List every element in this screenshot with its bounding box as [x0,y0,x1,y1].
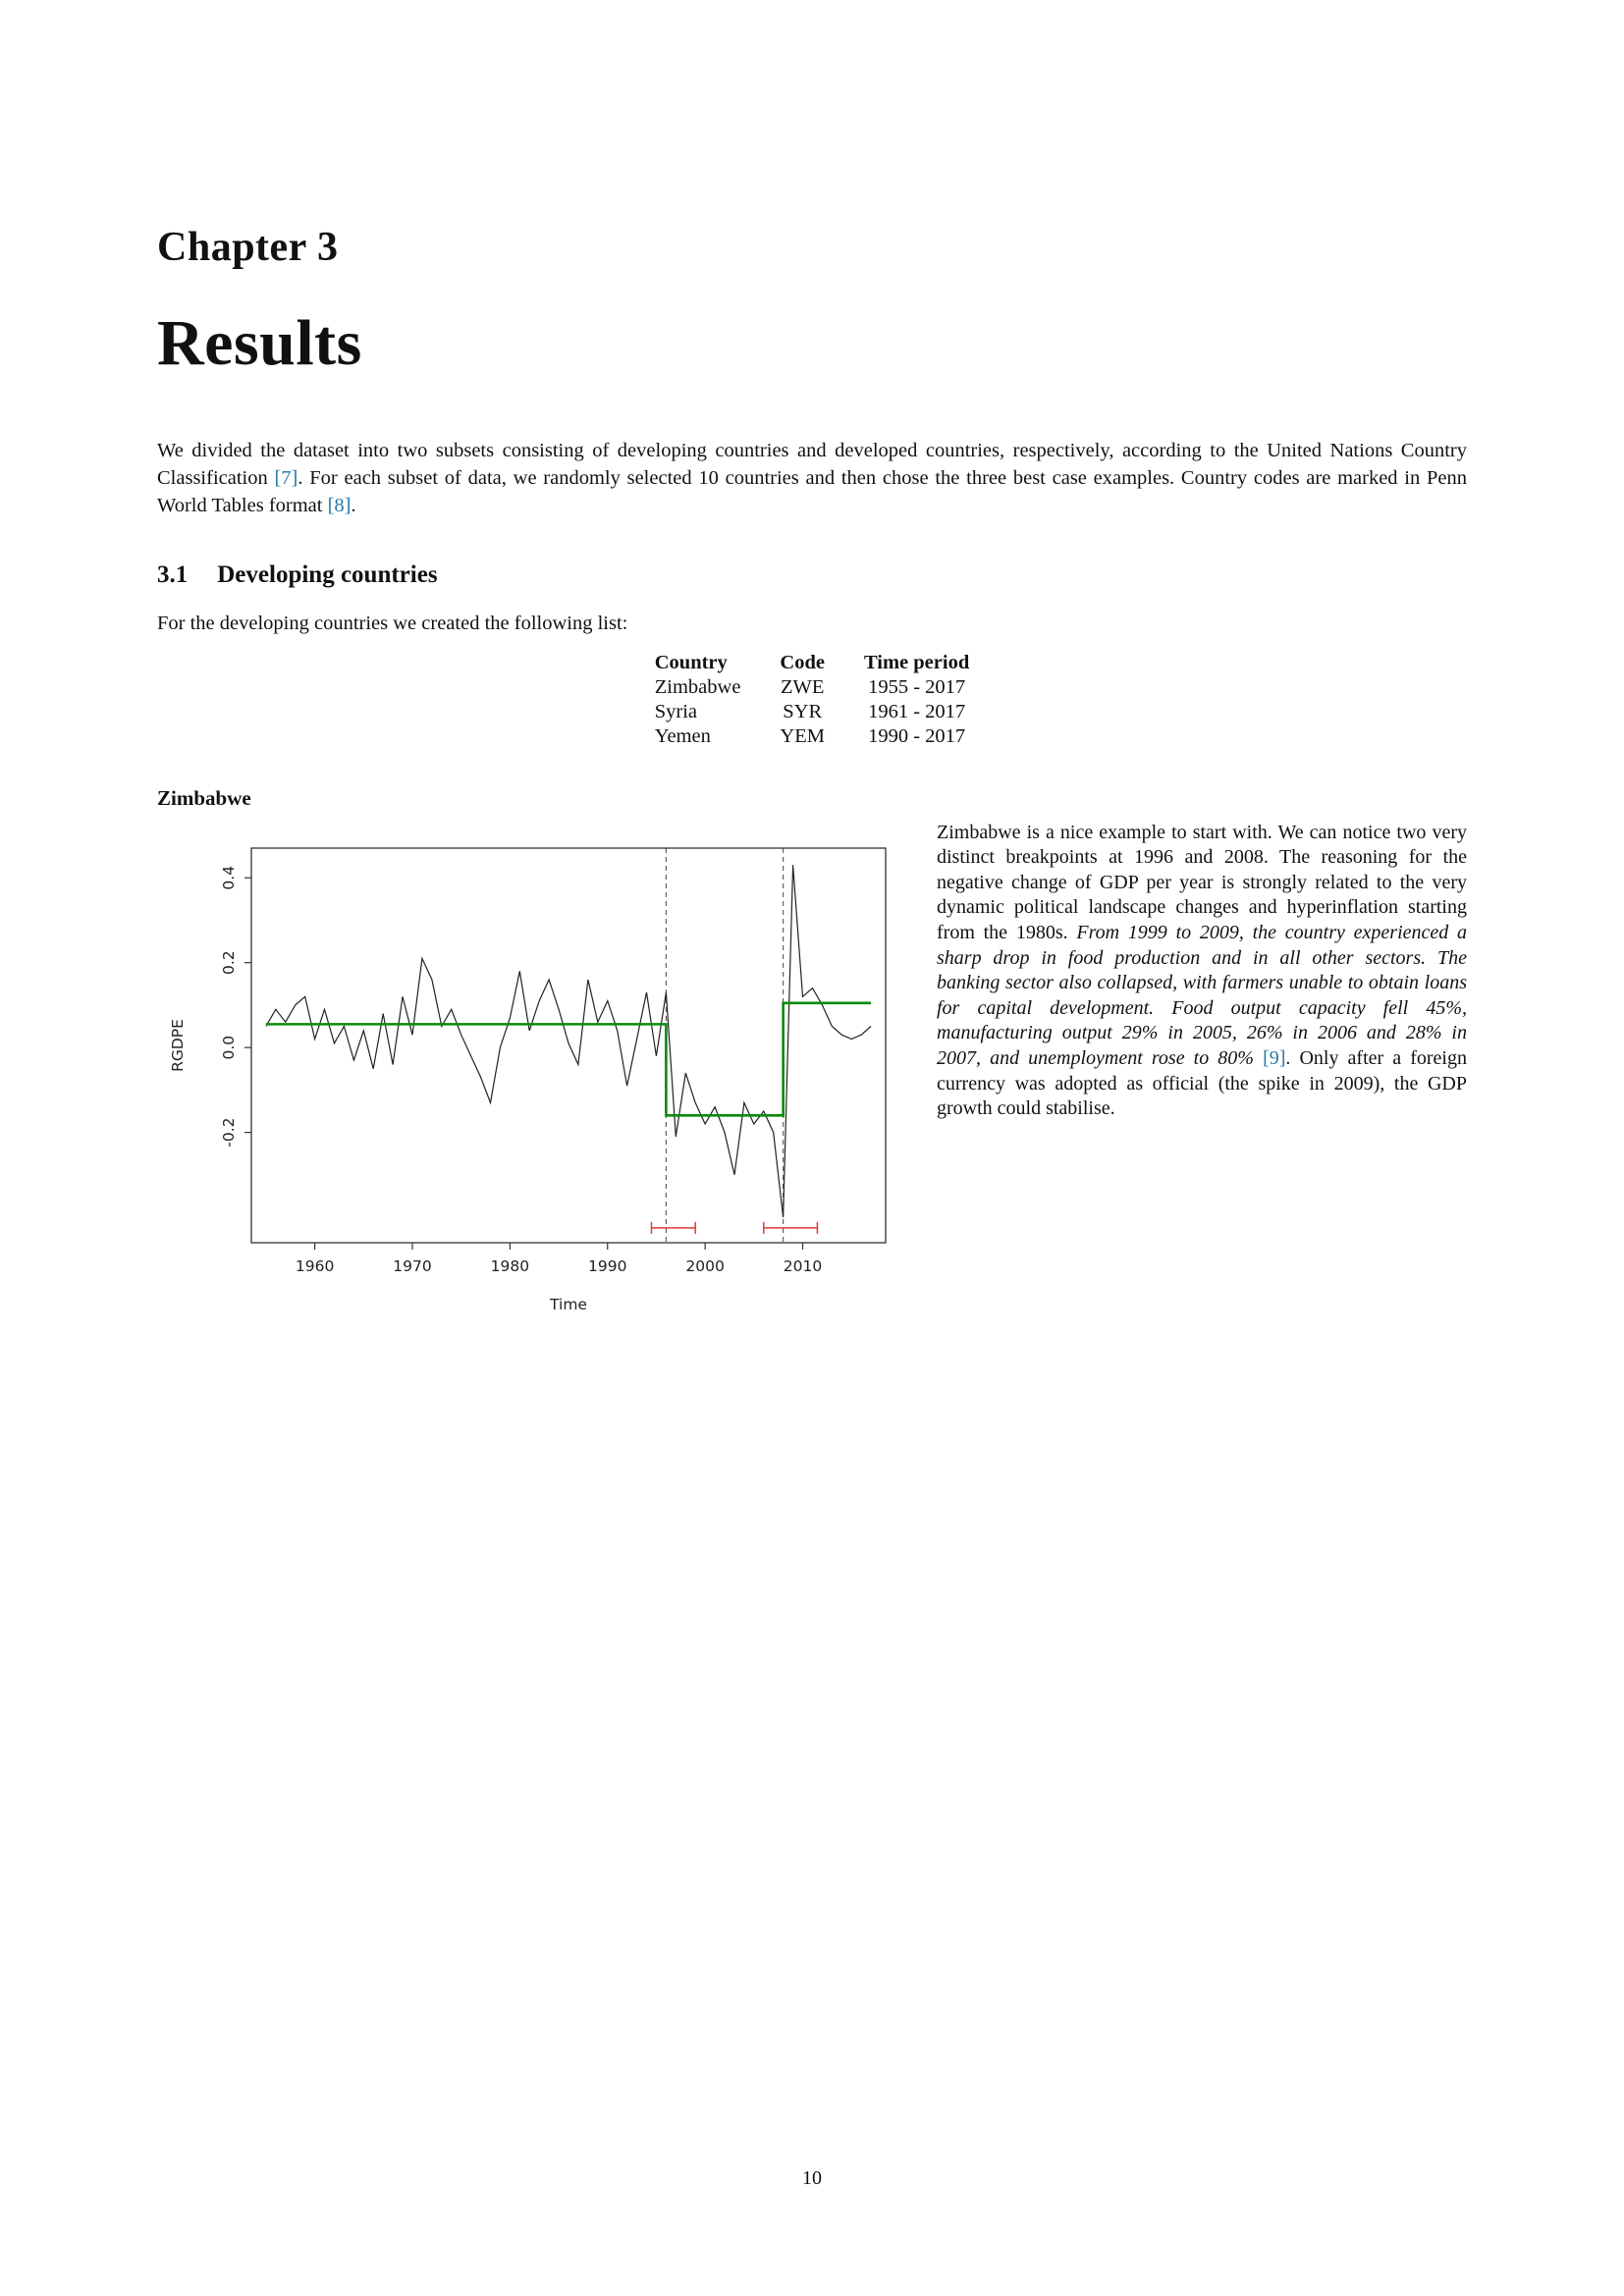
zimbabwe-italic-text: From 1999 to 2009, the country experienced a sharp drop in food production and in all other sectors. The banking sector also collapsed, with farmers unable to obtain loans for capital development. Food output capacity fell 45%, manufacturing output 29% in 2005, 26% in 2006 and 28% in 2007, and unemployment rose to 80% [937,922,1468,1069]
country-cell: Zimbabwe [654,675,741,698]
table-row [655,724,969,749]
zimbabwe-figure-row [157,821,1468,1336]
svg-text:-0.2: -0.2 [220,1117,238,1148]
zimbabwe-text-1: Zimbabwe is a nice example to start with. We can notice two very distinct breakpoints at 1996 and 2008. The reasoning for the negative change of GDP per year is strongly related to the very dynamic political landscape changes and hyperinflation starting from the 1980s. [937,821,1467,943]
zimbabwe-text-2: . Only after a foreign currency was adopted as official (the spike in 2009), the GDP growth could stabilise. [937,1046,1467,1120]
code-cell: YEM [780,724,825,747]
svg-text:1960: 1960 [295,1256,335,1275]
svg-text:1970: 1970 [393,1256,432,1275]
svg-text:0.4: 0.4 [220,865,238,890]
country-cell: Yemen [654,724,711,747]
zimbabwe-paragraph [937,821,1467,1122]
country-table-header-row [655,651,969,675]
svg-text:0.0: 0.0 [220,1035,238,1060]
country-table [655,651,969,749]
zimbabwe-plot-svg [157,834,899,1331]
period-cell: 1955 - 2017 [868,675,966,698]
period-cell: 1961 - 2017 [868,700,966,722]
table-row [655,700,969,724]
code-cell: SYR [783,700,823,722]
zimbabwe-heading: Zimbabwe [157,785,251,810]
citation-7-link[interactable]: [7] [274,466,298,489]
svg-text:1990: 1990 [588,1256,627,1275]
citation-9-link[interactable]: [9] [1263,1046,1286,1069]
citation-8-link[interactable]: [8] [327,494,352,516]
svg-text:1980: 1980 [490,1256,530,1275]
intro-text-1: We divided the dataset into two subsets consisting of developing countries and developed countries, respectively, according to the United Nations Country Classification [157,440,1467,489]
svg-text:RGDPE: RGDPE [169,1018,187,1072]
section-lead: For the developing countries we created the following list: [157,612,628,634]
intro-text-2: . For each subset of data, we randomly selected 10 countries and then chose the three best case examples. Country codes are marked in Penn World Tables format [157,466,1467,516]
svg-text:2010: 2010 [783,1256,823,1275]
period-cell: 1990 - 2017 [868,724,966,747]
section-title: Developing countries [217,561,438,588]
section-number: 3.1 [157,561,189,588]
svg-text:2000: 2000 [685,1256,725,1275]
chapter-title: Results [157,307,362,379]
intro-text-3: . [351,494,356,516]
country-table-header-code: Code [780,651,825,673]
chapter-kicker: Chapter 3 [157,225,339,270]
section-heading [157,561,1467,589]
country-table-header-period: Time period [863,651,970,673]
zimbabwe-plot [157,834,899,1336]
svg-text:Time: Time [550,1295,587,1313]
code-cell: ZWE [781,675,825,698]
intro-paragraph [157,438,1467,520]
table-row [655,675,969,700]
svg-text:0.2: 0.2 [220,950,238,975]
country-cell: Syria [654,700,698,722]
country-table-header-country: Country [654,651,728,673]
page-number: 10 [802,2167,822,2189]
